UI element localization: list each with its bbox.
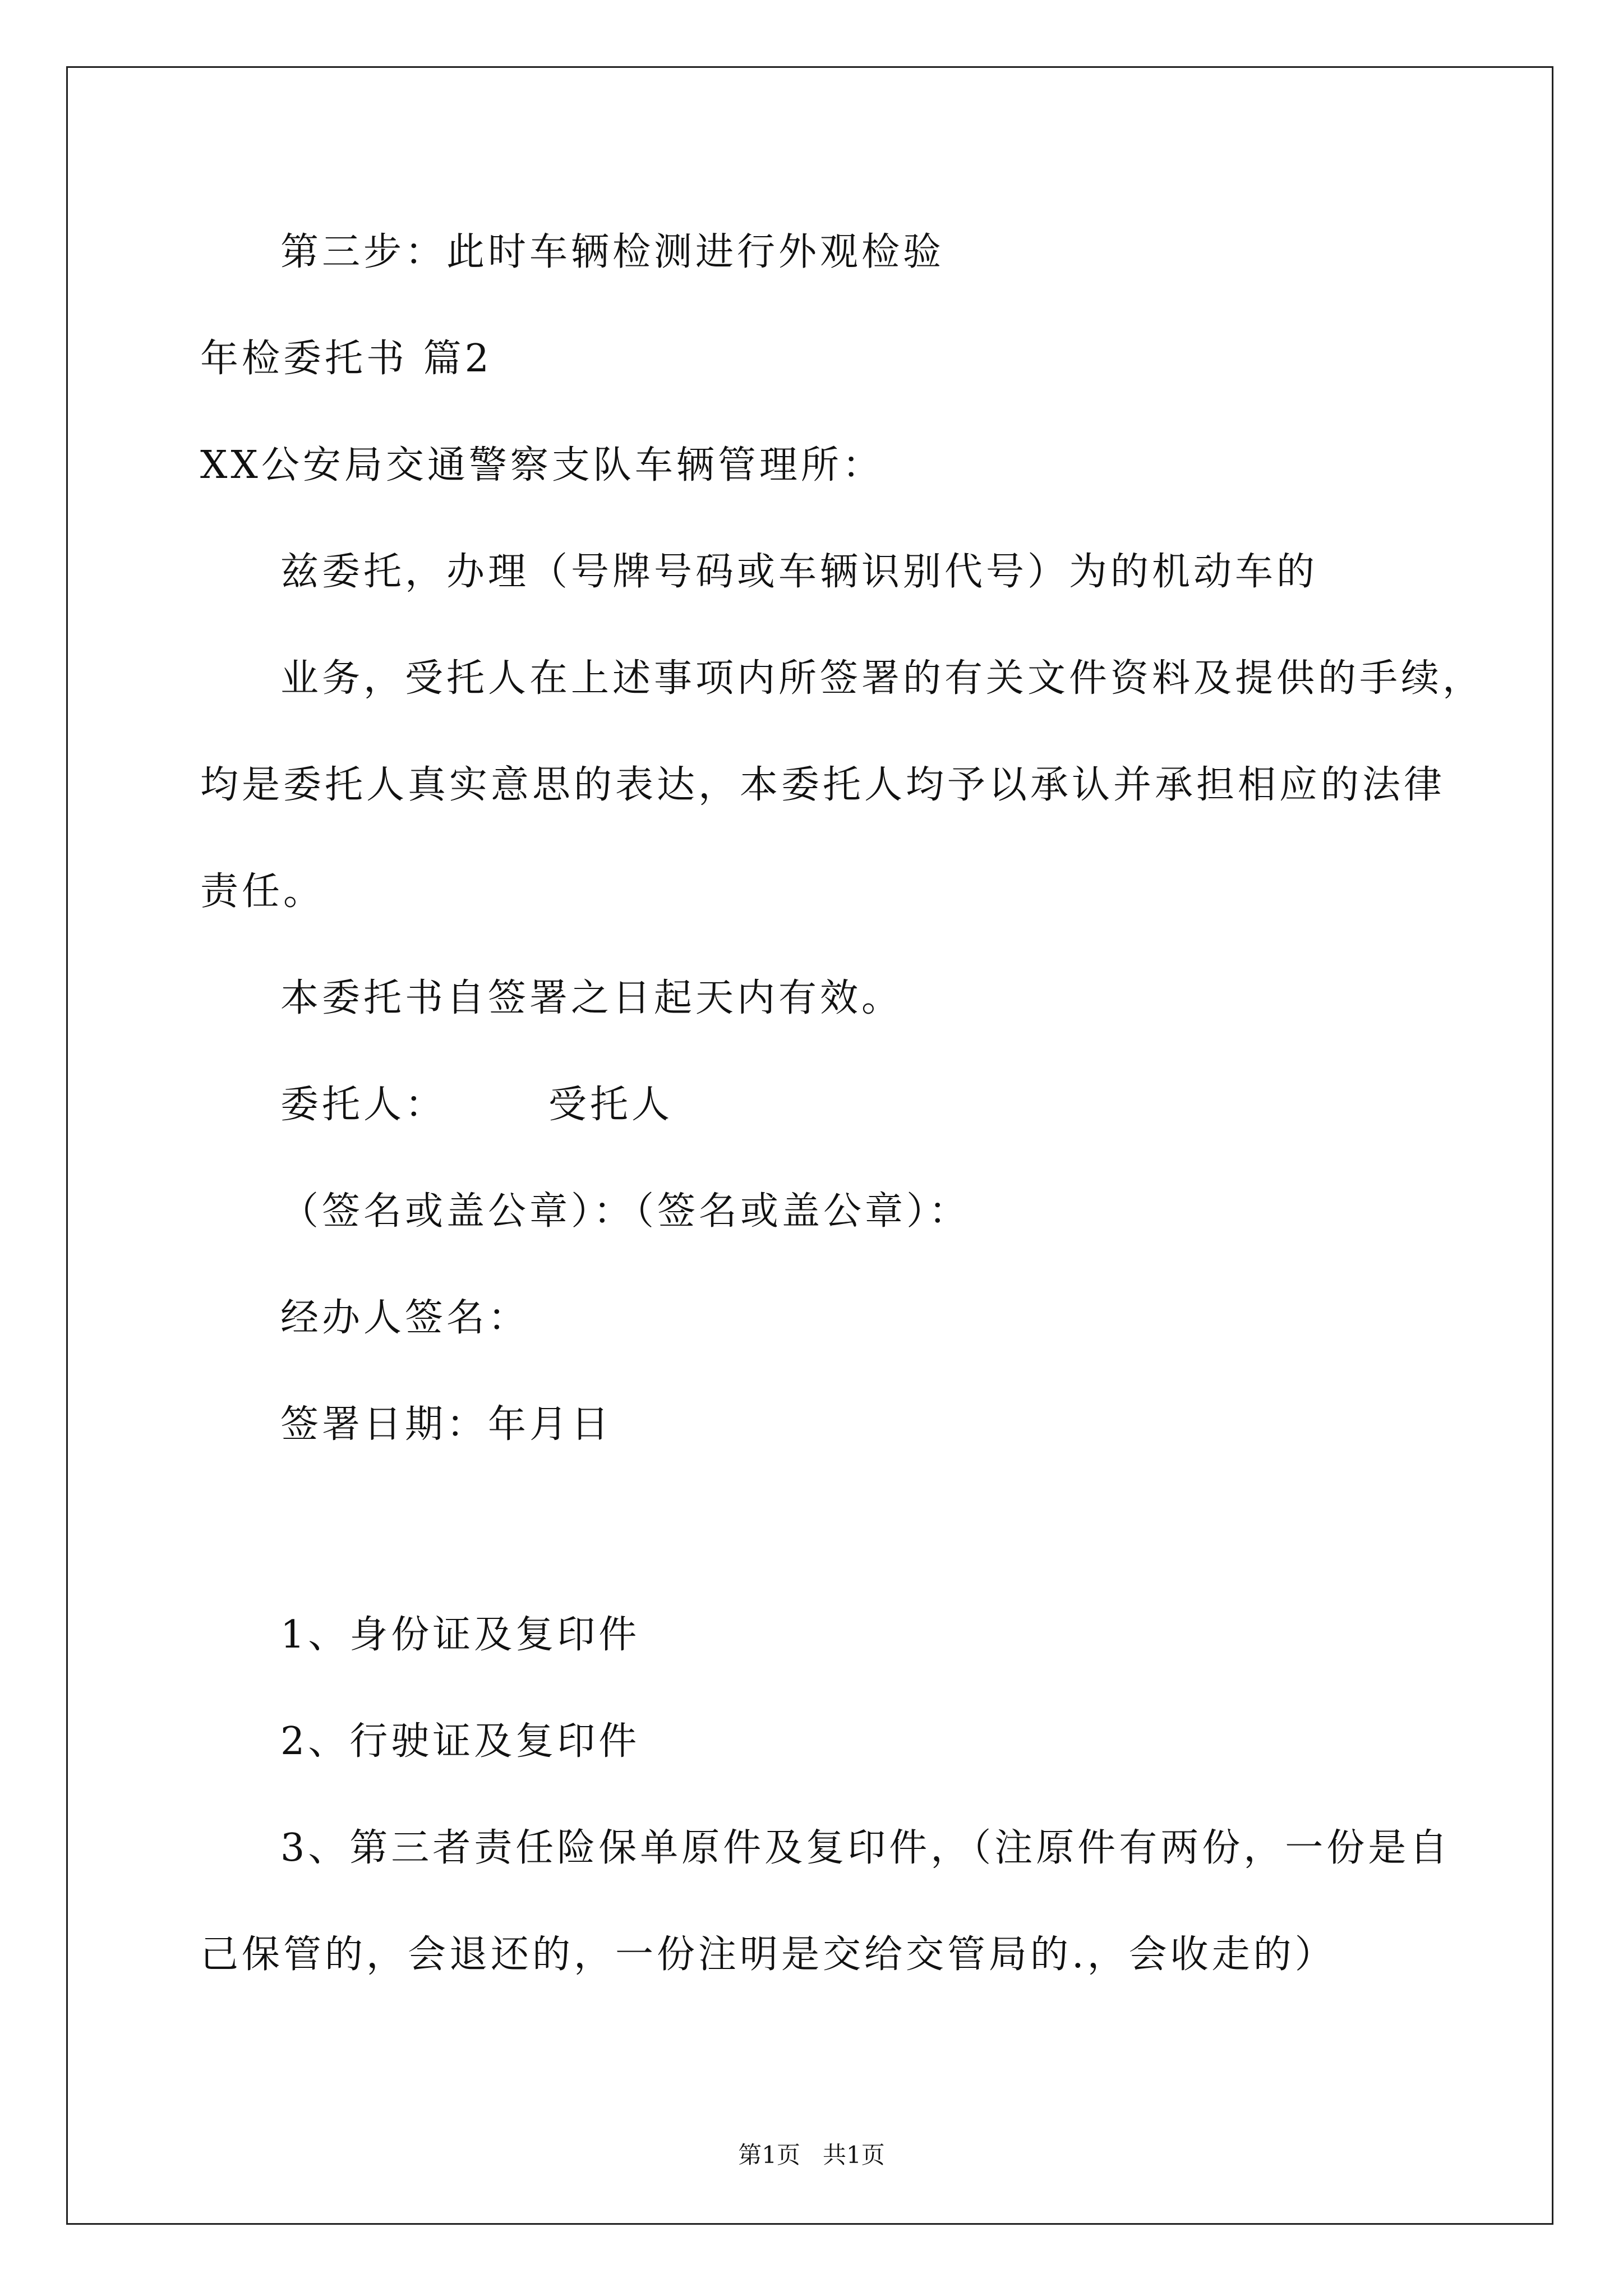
list-item-driving-license: 2、行驶证及复印件 <box>280 1719 640 1764</box>
label-signature-seal: （签名或盖公章）：（签名或盖公章）： <box>280 1189 971 1234</box>
addressee: XX公安局交通警察支队车辆管理所： <box>200 443 884 487</box>
label-agent: 受托人 <box>548 1083 674 1127</box>
label-principal: 委托人： <box>280 1083 447 1127</box>
list-item-insurance-note: 己保管的，会退还的，一份注明是交给交管局的.，会收走的） <box>200 1932 1336 1977</box>
text-line-step3: 第三步：此时车辆检测进行外观检验 <box>280 230 945 274</box>
label-sign-date: 签署日期：年月日 <box>280 1402 613 1447</box>
text-line-business: 业务，受托人在上述事项内所签署的有关文件资料及提供的手续， <box>280 656 1484 701</box>
page-border <box>66 66 1553 2225</box>
text-line-responsibility: 责任。 <box>200 869 325 914</box>
label-handler-signature: 经办人签名： <box>280 1296 530 1340</box>
text-line-entrust: 兹委托，办理（号牌号码或车辆识别代号）为的机动车的 <box>280 550 1318 594</box>
section-title: 年检委托书 篇2 <box>200 337 492 381</box>
list-item-insurance: 3、第三者责任险保单原件及复印件，（注原件有两份，一份是自 <box>280 1826 1451 1870</box>
text-line-expression: 均是委托人真实意思的表达，本委托人均予以承认并承担相应的法律 <box>200 763 1446 807</box>
page-footer: 第1页 共1页 <box>738 2141 885 2169</box>
text-line-validity: 本委托书自签署之日起天内有效。 <box>280 976 903 1020</box>
list-item-id-card: 1、身份证及复印件 <box>280 1613 640 1657</box>
